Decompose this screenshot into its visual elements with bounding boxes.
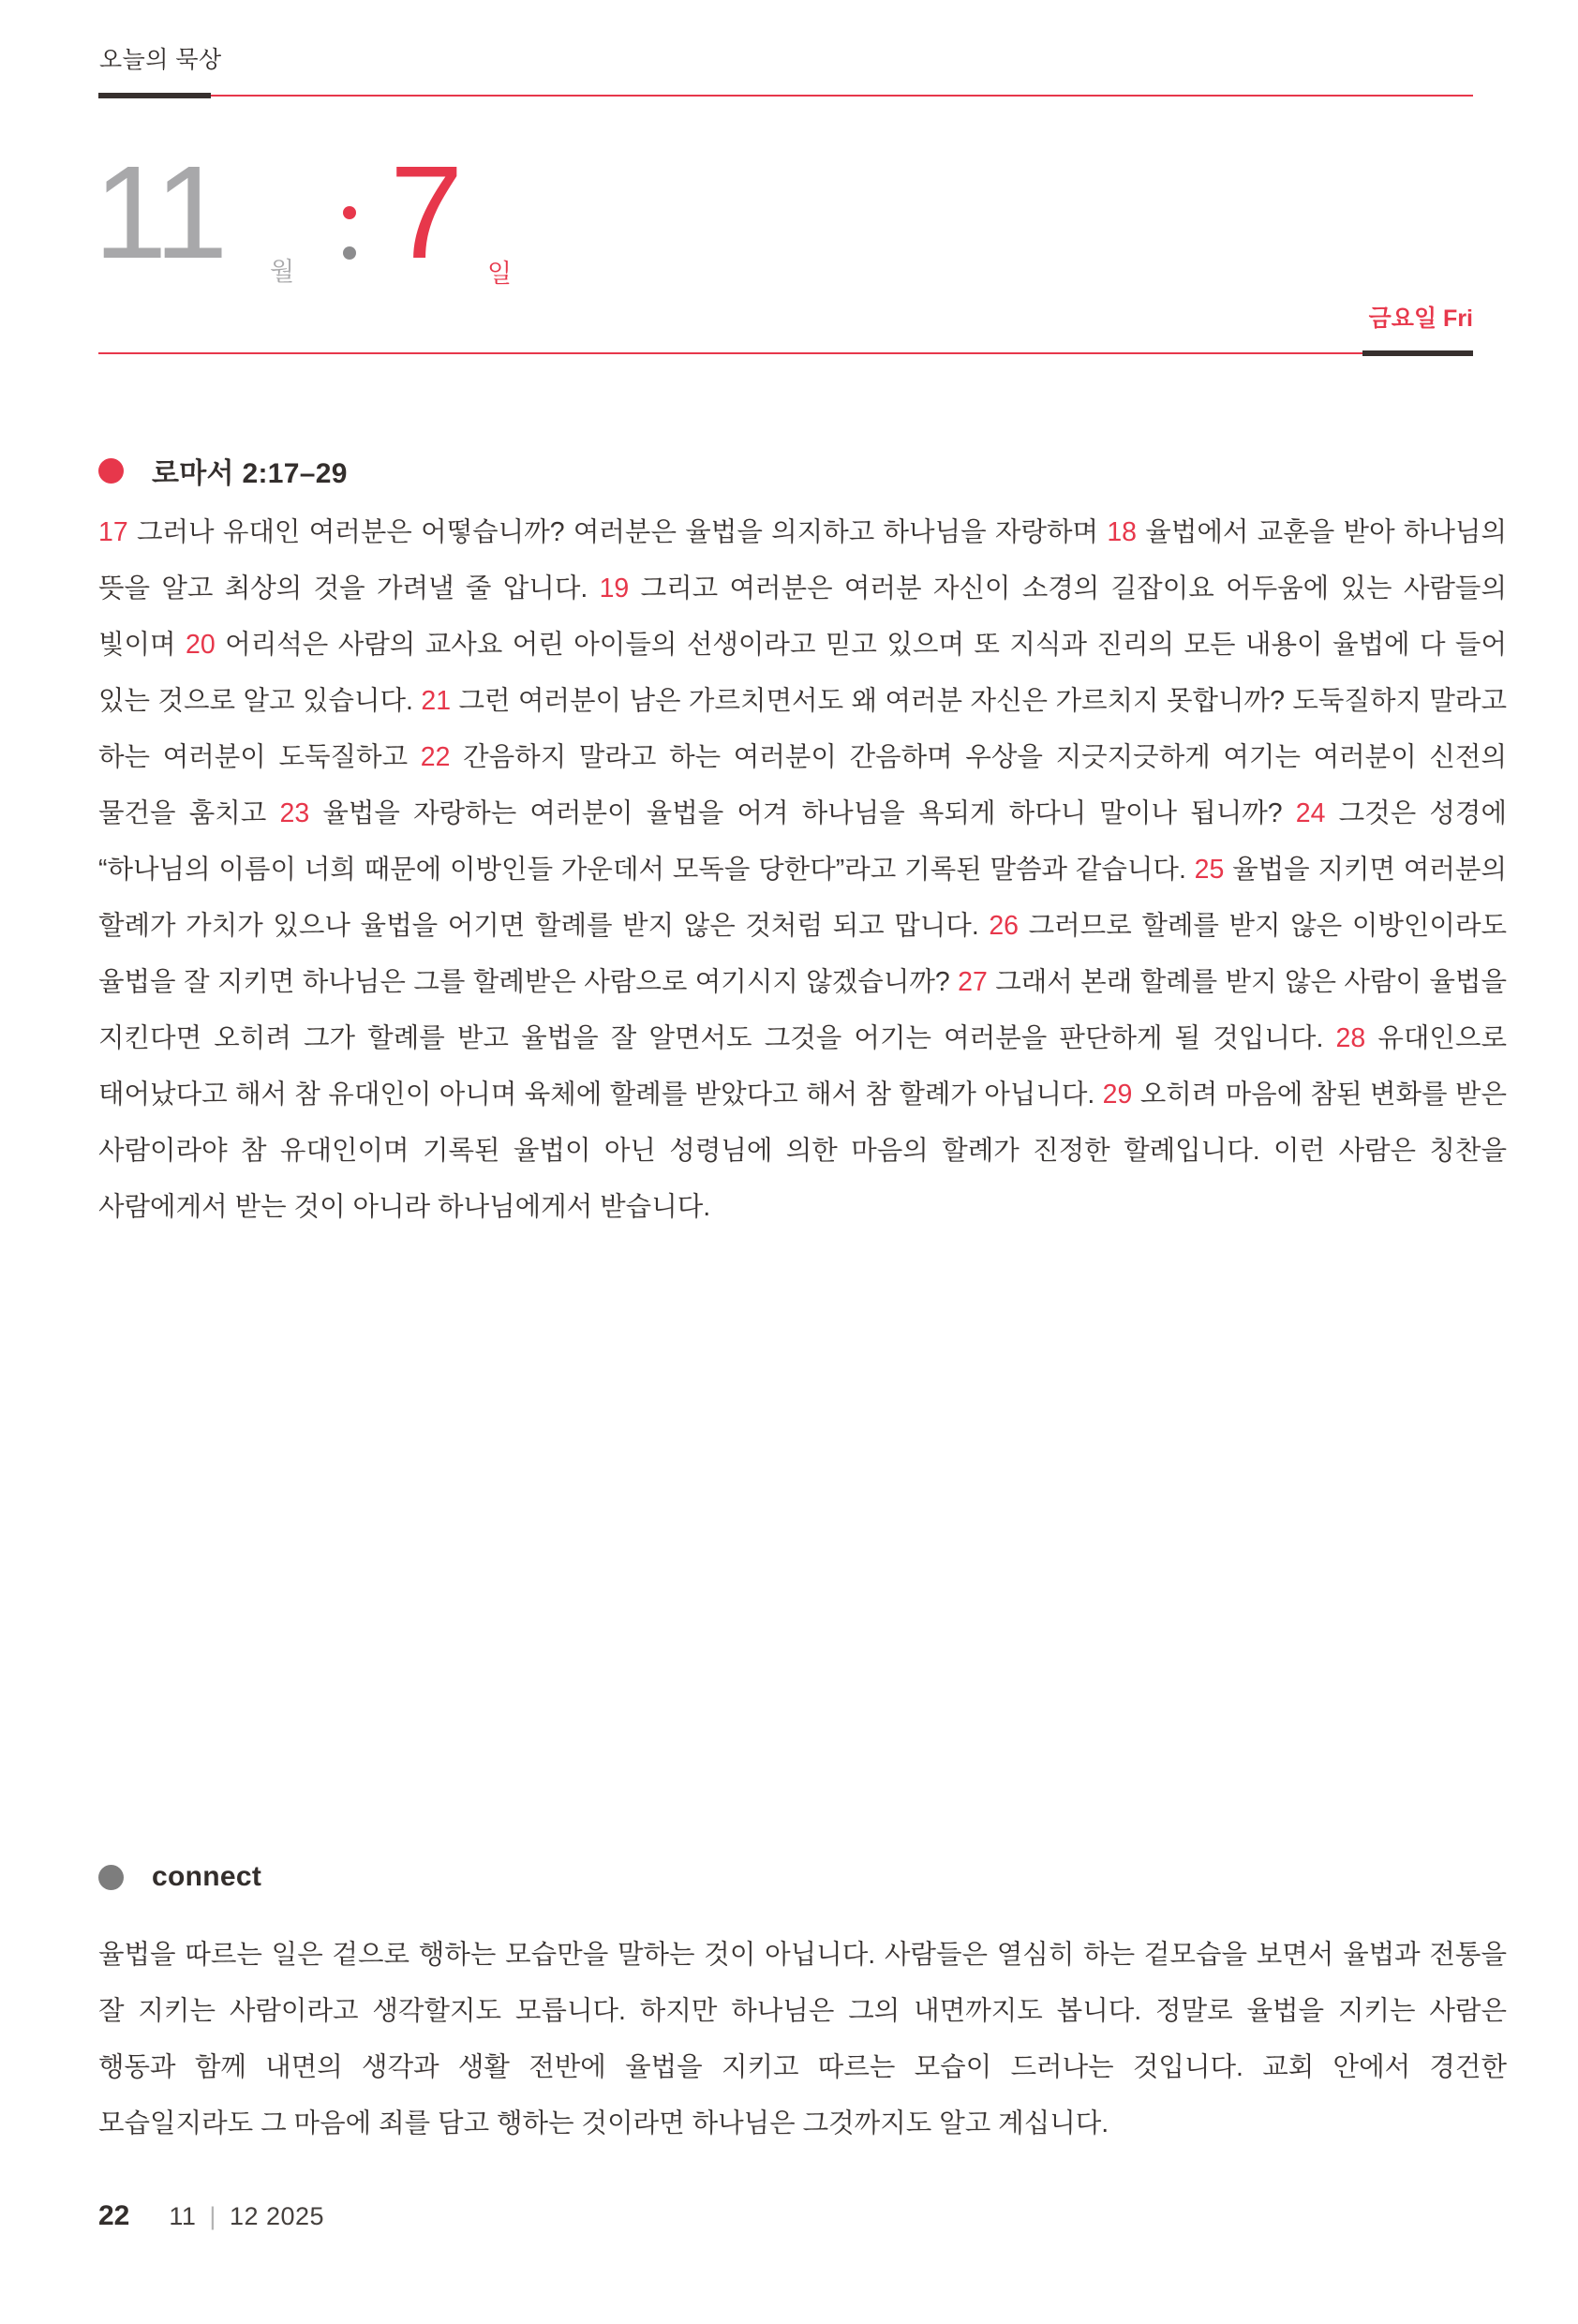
- page-number: 22: [98, 2200, 130, 2231]
- colon-dot-gray: [343, 246, 356, 260]
- scripture-passage: 17 그러나 유대인 여러분은 어떻습니까? 여러분은 율법을 의지하고 하나님을 자랑하며 18 율법에서 교훈을 받아 하나님의 뜻을 알고 최상의 것을 가려낼 줄 압니다. 19 그리고 여러분은 여러분 자신이 소경의 길잡이요 어두움에 있는 사람들의 빛이며 20 어리석은 사람의 교사요 어린 아이들의 선생이라고 믿고 있으며 또 지식과 진리의 모든 내용이 율법에 다 들어 있는 것으로 알고 있습니다. 21 그런 여러분이 남은 가르치면서도 왜 여러분 자신은 가르치지 못합니까? 도둑질하지 말라고 하는 여러분이 도둑질하고 22 간음하지 말라고 하는 여러분이 간음하며 우상을 지긋지긋하게 여기는 여러분이 신전의 물건을 훔치고 23 율법을 자랑하는 여러분이 율법을 어겨 하나님을 욕되게 하다니 말이나 됩니까? 24 그것은 성경에 “하나님의 이름이 너희 때문에 이방인들 가운데서 모독을 당한다”라고 기록된 말씀과 같습니다. 25 율법을 지키면 여러분의 할례가 가치가 있으나 율법을 어기면 할례를 받지 않은 것처럼 되고 맙니다. 26 그러므로 할례를 받지 않은 이방인이라도 율법을 잘 지키면 하나님은 그를 할례받은 사람으로 여기시지 않겠습니까? 27 그래서 본래 할례를 받지 않은 사람이 율법을 지킨다면 오히려 그가 할례를 받고 율법을 잘 알면서도 그것을 어기는 여러분을 판단하게 될 것입니다. 28 유대인으로 태어났다고 해서 참 유대인이 아니며 육체에 할례를 받았다고 해서 참 할례가 아닙니다. 29 오히려 마음에 참된 변화를 받은 사람이라야 참 유대인이며 기록된 율법이 아닌 성령님에 의한 마음의 할례가 진정한 할례입니다. 이런 사람은 칭찬을 사람에게서 받는 것이 아니라 하나님에게서 받습니다.: [98, 517, 1508, 1222]
- scripture-section-head: [98, 450, 348, 491]
- colon-dot-red: [343, 206, 356, 219]
- connect-section-head: [98, 1861, 261, 1893]
- issue-separator: |: [209, 2202, 216, 2230]
- connect-body: 율법을 따르는 일은 겉으로 행하는 모습만을 말하는 것이 아닙니다. 사람들은 열심히 하는 겉모습을 보면서 율법과 전통을 잘 지키는 사람이라고 생각할지도 모릅니다. 하지만 하나님은 그의 내면까지도 봅니다. 정말로 율법을 지키는 사람은 행동과 함께 내면의 생각과 생활 전반에 율법을 지키고 따르는 모습이 드러나는 것입니다. 교회 안에서 경건한 모습일지라도 그 마음에 죄를 담고 행하는 것이라면 하나님은 그것까지도 알고 계십니다.: [98, 1940, 1507, 2138]
- scripture-bullet-icon: [98, 458, 124, 484]
- page-footer: [98, 2200, 324, 2232]
- verse-number: 20: [186, 630, 216, 660]
- month-number: 11: [94, 138, 226, 286]
- connect-title: connect: [152, 1861, 262, 1892]
- verse-number: 27: [958, 967, 988, 997]
- month-label: 월: [270, 258, 295, 286]
- verse-number: 19: [599, 574, 630, 603]
- verse-number: 22: [420, 742, 451, 772]
- verse-number: 26: [989, 911, 1020, 941]
- page-header-title: 오늘의 묵상: [99, 47, 222, 73]
- verse-number: 17: [98, 517, 128, 547]
- weekday-label: 금요일 Fri: [1368, 305, 1473, 332]
- verse-number: 21: [421, 686, 452, 716]
- divider-dark-segment: [98, 93, 211, 98]
- divider-red-line: [211, 95, 1473, 97]
- date-divider: [98, 350, 1473, 356]
- divider-red-line: [98, 352, 1362, 354]
- issue-month-end: 12 2025: [229, 2202, 325, 2230]
- issue-label: [169, 2202, 324, 2231]
- scripture-reference: 로마서 2:17–29: [152, 458, 348, 489]
- date-colon-icon: [343, 206, 356, 262]
- header-divider: [98, 93, 1473, 98]
- divider-dark-segment: [1362, 350, 1473, 356]
- verse-number: 24: [1295, 798, 1326, 828]
- verse-number: 23: [279, 798, 310, 828]
- verse-number: 29: [1102, 1080, 1133, 1110]
- day-label: 일: [487, 260, 513, 288]
- verse-number: 18: [1107, 517, 1138, 547]
- verse-number: 28: [1335, 1023, 1366, 1053]
- issue-month-start: 11: [169, 2202, 197, 2230]
- verse-number: 25: [1194, 855, 1225, 885]
- day-number: 7: [390, 138, 464, 286]
- connect-bullet-icon: [98, 1865, 124, 1890]
